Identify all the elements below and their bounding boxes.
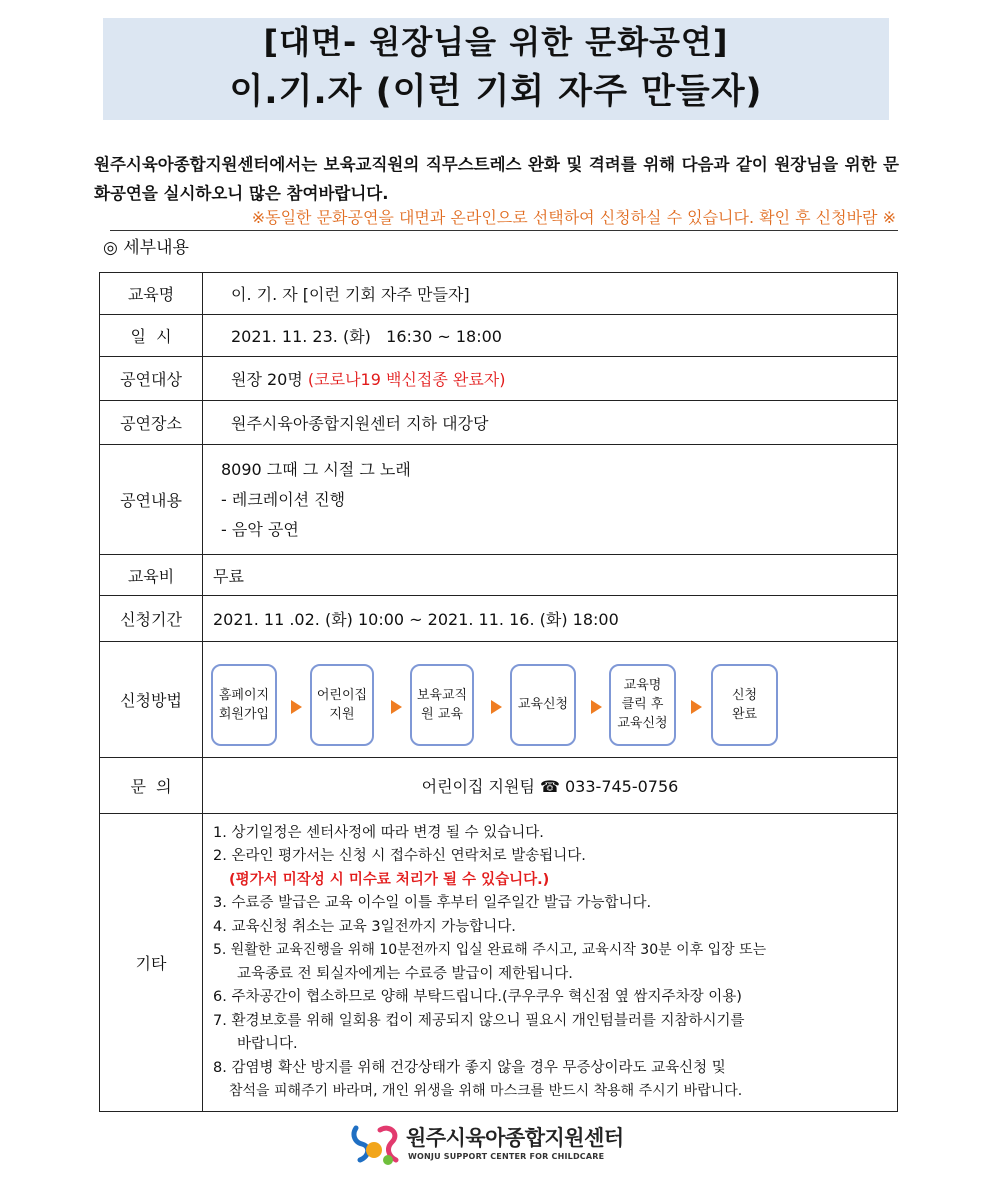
- etc-item-2-warning: (평가서 미작성 시 미수료 처리가 될 수 있습니다.): [229, 871, 550, 888]
- content-label: 공연내용: [100, 445, 203, 555]
- etc-item-2: 2. 온라인 평가서는 신청 시 접수하신 연락처로 발송됩니다.: [213, 848, 586, 864]
- etc-item-1: 1. 상기일정은 센터사정에 따라 변경 될 수 있습니다.: [213, 824, 544, 841]
- center-logo-icon: [350, 1120, 402, 1168]
- etc-item-3: 3. 수료증 발급은 교육 이수일 이틀 후부터 일주일간 발급 가능합니다.: [213, 895, 652, 911]
- place-value: 원주시육아종합지원센터 지하 대강당: [231, 414, 489, 433]
- title-line-1: [대면- 원장님을 위한 문화공연]: [263, 23, 729, 61]
- row-target: [100, 357, 898, 401]
- application-flow: [203, 650, 897, 750]
- org-name: 원주시육아종합지원센터: [406, 1126, 624, 1150]
- content-line-1: 8090 그때 그 시절 그 노래: [221, 459, 411, 479]
- step-4: 교육신청: [510, 664, 576, 746]
- step-5: 교육명 클릭 후 교육신청: [609, 664, 676, 746]
- row-content: [100, 445, 898, 555]
- target-label: 공연대상: [100, 357, 203, 401]
- place-label: 공연장소: [100, 401, 203, 445]
- row-date: [100, 315, 898, 357]
- method-label: 신청방법: [100, 642, 203, 758]
- arrow-icon: [291, 700, 302, 714]
- arrow-icon: [391, 700, 402, 714]
- date-label: 일 시: [100, 315, 203, 357]
- arrow-icon: [691, 700, 702, 714]
- row-period: [100, 596, 898, 642]
- etc-item-5a: 5. 원활한 교육진행을 위해 10분전까지 입실 완료해 주시고, 교육시작 30분 이후 입장 또는: [213, 942, 767, 958]
- etc-item-8a: 8. 감염병 확산 방지를 위해 건강상태가 좋지 않을 경우 무증상이라도 교육신청 및: [213, 1059, 726, 1076]
- org-subtitle: WONJU SUPPORT CENTER FOR CHILDCARE: [408, 1152, 605, 1161]
- step-3: 보육교직 원 교육: [410, 664, 474, 746]
- row-etc: [100, 814, 898, 1112]
- etc-item-6: 6. 주차공간이 협소하므로 양해 부탁드립니다.(쿠우쿠우 혁신점 옆 쌈지주차장 이용): [213, 989, 742, 1005]
- arrow-icon: [591, 700, 602, 714]
- row-fee: [100, 555, 898, 596]
- row-contact: [100, 758, 898, 814]
- notice-text: ※동일한 문화공연을 대면과 온라인으로 선택하여 신청하실 수 있습니다. 확인 후 신청바람 ※: [110, 206, 898, 231]
- step-6: 신청 완료: [711, 664, 778, 746]
- etc-item-8b: 참석을 피해주기 바라며, 개인 위생을 위해 마스크를 반드시 착용해 주시기 바랍니다.: [229, 1083, 743, 1099]
- target-note: (코로나19 백신접종 완료자): [307, 370, 506, 389]
- row-method: [100, 642, 898, 758]
- details-table: [99, 272, 898, 1112]
- title-line-2: 이.기.자 (이런 기회 자주 만들자): [229, 72, 763, 112]
- etc-item-5b: 교육종료 전 퇴실자에게는 수료증 발급이 제한됩니다.: [237, 965, 573, 982]
- section-title: ◎ 세부내용: [103, 238, 189, 258]
- fee-value: 무료: [203, 555, 898, 596]
- step-1: 홈페이지 회원가입: [211, 664, 277, 746]
- etc-list: [203, 814, 898, 1112]
- title-box: [103, 18, 889, 120]
- contact-label: 문 의: [100, 758, 203, 814]
- period-label: 신청기간: [100, 596, 203, 642]
- row-edu-name: [100, 273, 898, 315]
- content-line-3: - 음악 공연: [221, 519, 299, 539]
- content-line-2: - 레크레이션 진행: [221, 489, 346, 509]
- intro-text: 원주시육아종합지원센터에서는 보육교직원의 직무스트레스 완화 및 격려를 위해 다음과 같이 원장님을 위한 문화공연을 실시하오니 많은 참여바랍니다.: [94, 155, 899, 203]
- target-value: 원장 20명: [231, 370, 303, 389]
- date-value: 2021. 11. 23. (화) 16:30 ~ 18:00: [231, 327, 502, 346]
- etc-item-4: 4. 교육신청 취소는 교육 3일전까지 가능합니다.: [213, 918, 516, 935]
- etc-item-7b: 바랍니다.: [237, 1036, 298, 1052]
- etc-label: 기타: [100, 814, 203, 1112]
- period-value: 2021. 11 .02. (화) 10:00 ~ 2021. 11. 16. (화) 18:00: [203, 596, 898, 642]
- step-2: 어린이집 지원: [310, 664, 374, 746]
- contact-value: 어린이집 지원팀 ☎ 033-745-0756: [421, 777, 679, 796]
- footer-logo: [350, 1120, 650, 1170]
- row-place: [100, 401, 898, 445]
- edu-name-value: 이. 기. 자 [이런 기회 자주 만들자]: [231, 285, 470, 304]
- edu-name-label: 교육명: [100, 273, 203, 315]
- fee-label: 교육비: [100, 555, 203, 596]
- etc-item-7a: 7. 환경보호를 위해 일회용 컵이 제공되지 않으니 필요시 개인텀블러를 지참하시기를: [213, 1012, 745, 1029]
- arrow-icon: [491, 700, 502, 714]
